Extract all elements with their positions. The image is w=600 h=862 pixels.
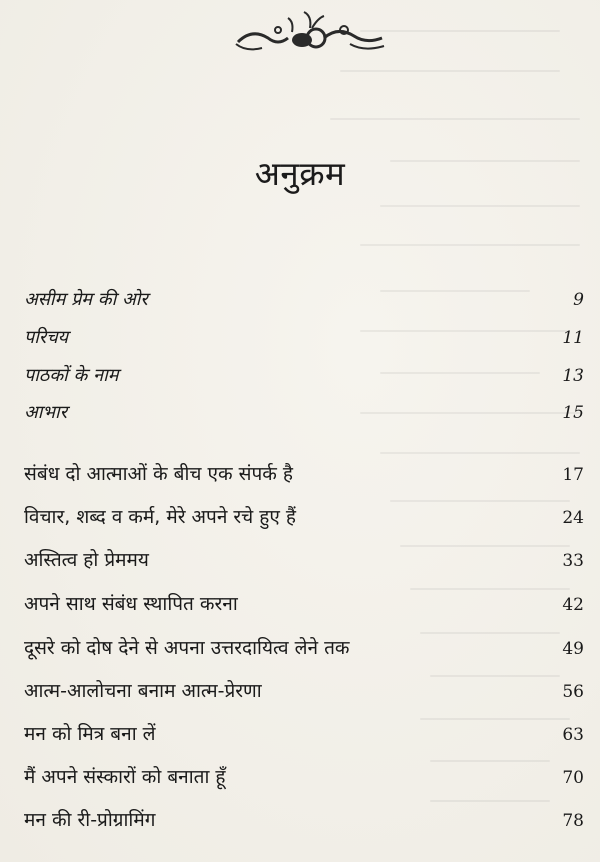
toc-entry-page: 11 bbox=[562, 328, 584, 348]
toc-entry bbox=[24, 546, 584, 574]
toc-entry bbox=[24, 720, 584, 748]
toc-entry bbox=[24, 460, 584, 488]
toc-entry-title: दूसरे को दोष देने से अपना उत्तरदायित्व लेने तक bbox=[24, 637, 350, 659]
toc-entry-title: आत्म-आलोचना बनाम आत्म-प्रेरणा bbox=[24, 680, 262, 702]
toc-entry-title: अपने साथ संबंध स्थापित करना bbox=[24, 593, 238, 615]
toc-entry-title: संबंध दो आत्माओं के बीच एक संपर्क है bbox=[24, 463, 293, 485]
toc-entry-page: 17 bbox=[562, 465, 584, 485]
toc-entry-page: 78 bbox=[562, 811, 584, 831]
toc-entry bbox=[24, 400, 584, 428]
decorative-flourish-icon bbox=[232, 8, 388, 56]
toc-entry-page: 49 bbox=[562, 639, 584, 659]
toc-entry-title: असीम प्रेम की ओर bbox=[24, 289, 148, 310]
toc-entry-title: विचार, शब्द व कर्म, मेरे अपने रचे हुए हैं bbox=[24, 506, 296, 528]
toc-entry-page: 15 bbox=[562, 403, 584, 423]
toc-entry bbox=[24, 325, 584, 353]
toc-entry-page: 56 bbox=[562, 682, 584, 702]
toc-entry-page: 24 bbox=[562, 508, 584, 528]
toc-entry-page: 42 bbox=[562, 595, 584, 615]
page-title: अनुक्रम bbox=[254, 154, 346, 193]
toc-entry-title: मन की री-प्रोग्रामिंग bbox=[24, 809, 156, 831]
toc-entry-page: 13 bbox=[562, 366, 584, 386]
toc-entry-title: मन को मित्र बना लें bbox=[24, 723, 156, 745]
toc-entry bbox=[24, 503, 584, 531]
toc-entry-page: 33 bbox=[562, 551, 584, 571]
toc-entry-title: अस्तित्व हो प्रेममय bbox=[24, 549, 149, 571]
toc-entry bbox=[24, 287, 584, 315]
toc-entry bbox=[24, 634, 584, 662]
toc-entry bbox=[24, 363, 584, 391]
toc-entry bbox=[24, 763, 584, 791]
toc-entry-title: मैं अपने संस्कारों को बनाता हूँ bbox=[24, 766, 226, 788]
toc-entry bbox=[24, 806, 584, 834]
toc-entry bbox=[24, 677, 584, 705]
toc-entry bbox=[24, 590, 584, 618]
toc-entry-page: 9 bbox=[573, 290, 584, 310]
toc-entry-page: 70 bbox=[562, 768, 584, 788]
toc-entry-title: आभार bbox=[24, 402, 68, 423]
toc-entry-title: पाठकों के नाम bbox=[24, 365, 119, 386]
toc-entry-page: 63 bbox=[562, 725, 584, 745]
toc-entry-title: परिचय bbox=[24, 327, 69, 348]
